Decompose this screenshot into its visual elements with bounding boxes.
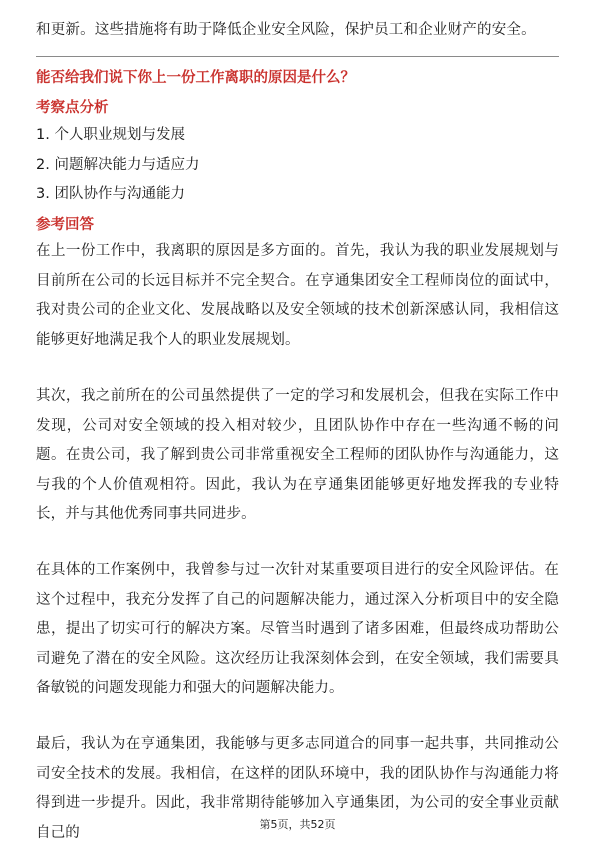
answer-heading: 参考回答 — [36, 217, 94, 233]
answer-paragraph: 在具体的工作案例中，我曾参与过一次针对某重要项目进行的安全风险评估。在这个过程中，我充分发挥了自己的问题解决能力，通过深入分析项目中的安全隐患，提出了切实可行的解决方案。尽管当时遇到了诸多困难，但最终成功帮助公司避免了潜在的安全风险。这次经历让我深刻体会到，在安全领域，我们需要具备敏锐的问题发现能力和强大的问题解决能力。 — [36, 562, 559, 696]
analysis-point: 3. 团队协作与沟通能力 — [36, 186, 185, 202]
analysis-heading: 考察点分析 — [36, 100, 109, 116]
analysis-point: 2. 问题解决能力与适应力 — [36, 157, 200, 173]
document-page — [36, 0, 559, 842]
answer-paragraph: 在上一份工作中，我离职的原因是多方面的。首先，我认为我的职业发展规划与目前所在公司的长远目标并不完全契合。在亨通集团安全工程师岗位的面试中，我对贵公司的企业文化、发展战略以及安全领域的技术创新深感认同，我相信这能够更好地满足我个人的职业发展规划。 — [36, 243, 559, 348]
analysis-point: 1. 个人职业规划与发展 — [36, 127, 185, 143]
interview-question: 能否给我们说下你上一份工作离职的原因是什么？ — [36, 70, 355, 86]
answer-paragraph: 其次，我之前所在的公司虽然提供了一定的学习和发展机会，但我在实际工作中发现，公司对安全领域的投入相对较少，且团队协作中存在一些沟通不畅的问题。在贵公司，我了解到贵公司非常重视安全工程师的团队协作与沟通能力，这与我的个人价值观相符。因此，我认为在亨通集团能够更好地发挥我的专业特长，并与其他优秀同事共同进步。 — [36, 388, 559, 522]
page-number: 第5页，共52页 — [259, 818, 336, 831]
previous-answer-continuation: 和更新。这些措施将有助于降低企业安全风险，保护员工和企业财产的安全。 — [36, 22, 536, 38]
section-divider — [36, 56, 559, 57]
answer-paragraph: 最后，我认为在亨通集团，我能够与更多志同道合的同事一起共事，共同推动公司安全技术的发展。我相信，在这样的团队环境中，我的团队协作与沟通能力将得到进一步提升。因此，我非常期待能够加入亨通集团，为公司的安全事业贡献自己的 — [36, 736, 559, 841]
